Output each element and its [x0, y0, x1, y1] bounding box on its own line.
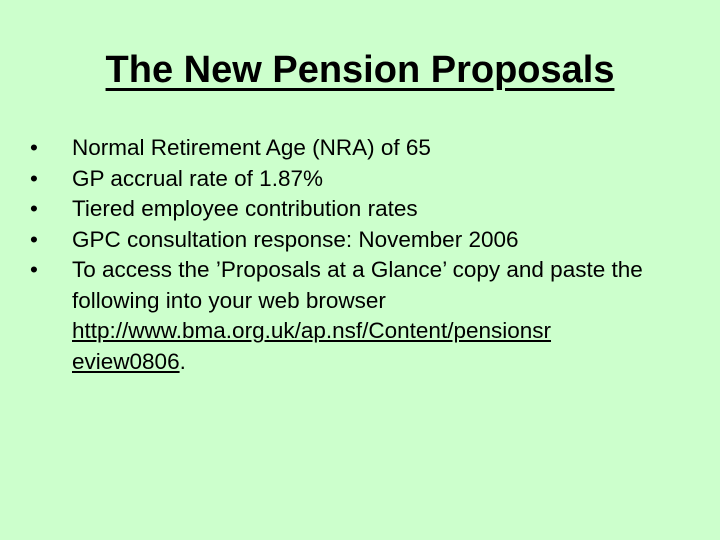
slide-title	[0, 46, 720, 94]
bullet-text: Normal Retirement Age (NRA) of 65	[72, 135, 431, 160]
slide-title-text: The New Pension Proposals	[105, 49, 615, 91]
bullet-item-contribution	[30, 194, 690, 225]
bullet-text: Tiered employee contribution rates	[72, 196, 418, 221]
bullet-text: To access the ’Proposals at a Glance’ copy and paste the following into your web browser	[72, 257, 643, 313]
bullet-icon: •	[30, 135, 38, 160]
bullet-text: GP accrual rate of 1.87%	[72, 165, 323, 191]
bullet-item-consultation	[30, 225, 690, 256]
bullet-icon: •	[30, 226, 38, 252]
pensions-review-link-line1[interactable]: http://www.bma.org.uk/ap.nsf/Content/pensionsr	[72, 318, 552, 343]
bullet-list	[30, 133, 690, 377]
bullet-icon: •	[30, 196, 38, 221]
bullet-icon: •	[30, 257, 38, 282]
bullet-item-accrual	[30, 164, 690, 195]
pensions-review-link-line2[interactable]: eview0806	[72, 348, 180, 374]
bullet-item-access	[30, 255, 690, 377]
bullet-icon: •	[30, 165, 38, 191]
bullet-text: GPC consultation response: November 2006	[72, 226, 519, 252]
bullet-item-nra	[30, 133, 690, 164]
link-trailing-period: .	[179, 348, 186, 374]
